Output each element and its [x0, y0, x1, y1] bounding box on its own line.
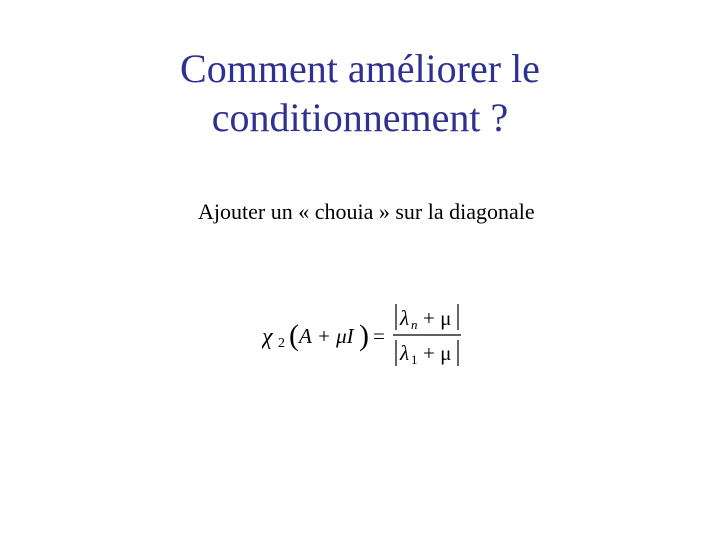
title-line-2: conditionnement ?	[211, 95, 509, 140]
title-line-1: Comment améliorer le	[180, 46, 540, 91]
formula-svg	[262, 300, 472, 370]
formula-chi: χ	[262, 324, 273, 350]
condition-number-formula	[262, 300, 472, 370]
slide-title	[60, 44, 660, 142]
formula-paren-open: (	[289, 319, 299, 352]
formula-chi-subscript: 2	[278, 336, 285, 351]
denominator-rest: + μ	[423, 341, 452, 365]
denominator-subscript: 1	[411, 352, 418, 367]
numerator-lambda: λ	[400, 306, 410, 330]
numerator-rest: + μ	[423, 306, 452, 330]
formula-equals: =	[373, 324, 385, 348]
denominator-lambda: λ	[400, 341, 410, 365]
numerator-subscript: n	[411, 317, 418, 332]
formula-paren-close: )	[359, 319, 369, 352]
formula-lhs: A + μI	[299, 324, 354, 348]
bullet-text: Ajouter un « chouia » sur la diagonale	[198, 199, 535, 224]
